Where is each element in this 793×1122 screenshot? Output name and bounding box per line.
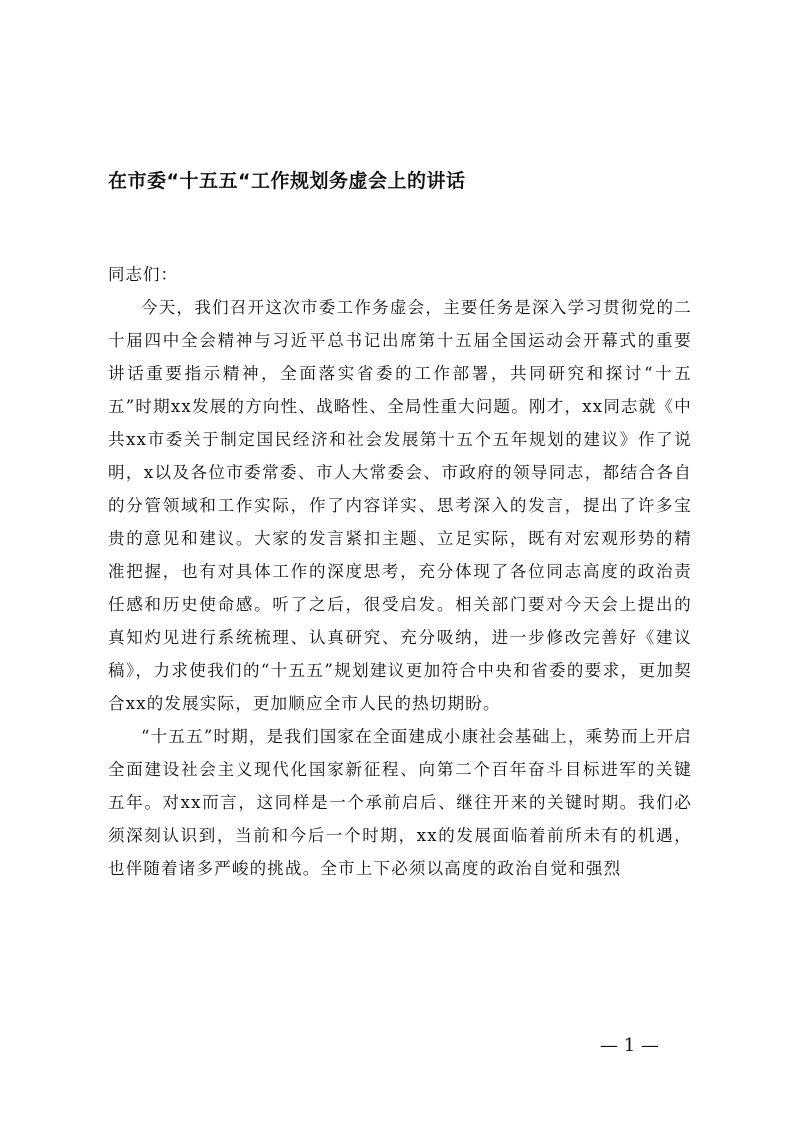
paragraph-2: “十五五”时期，是我们国家在全面建成小康社会基础上，乘势而上开启全面建设社会主义现代化国家新征程、向第二个百年奋斗目标进军的关键五年。对xx而言，这同样是一个承前启后、继往开来的关键时期。我们必须深刻认识到，当前和今后一个时期，xx的发展面临着前所未有的机遇，也伴随着诸多严峻的挑战。全市上下必须以高度的政治自觉和强烈 [108, 727, 692, 878]
document-body [108, 258, 692, 885]
paragraph-1: 今天，我们召开这次市委工作务虚会，主要任务是深入学习贯彻党的二十届四中全会精神与习近平总书记出席第十五届全国运动会开幕式的重要讲话重要指示精神，全面落实省委的工作部署，共同研究和探讨“十五五”时期xx发展的方向性、战略性、全局性重大问题。刚才，xx同志就《中共xx市委关于制定国民经济和社会发展第十五个五年规划的建议》作了说明，x以及各位市委常委、市人大常委会、市政府的领导同志，都结合各自的分管领域和工作实际，作了内容详实、思考深入的发言，提出了许多宝贵的意见和建议。大家的发言紧扣主题、立足实际，既有对宏观形势的精准把握，也有对具体工作的深度思考，充分体现了各位同志高度的政治责任感和历史使命感。听了之后，很受启发。相关部门要对今天会上提出的真知灼见进行系统梳理、认真研究、充分吸纳，进一步修改完善好《建议稿》，力求使我们的“十五五”规划建议更加符合中央和省委的要求，更加契合xx的发展实际，更加顺应全市人民的热切期盼。 [108, 298, 692, 713]
document-title: 在市委“十五五“工作规划务虚会上的讲话 [108, 170, 466, 192]
page-number: — 1 — [600, 1035, 659, 1056]
salutation: 同志们： [108, 265, 178, 284]
